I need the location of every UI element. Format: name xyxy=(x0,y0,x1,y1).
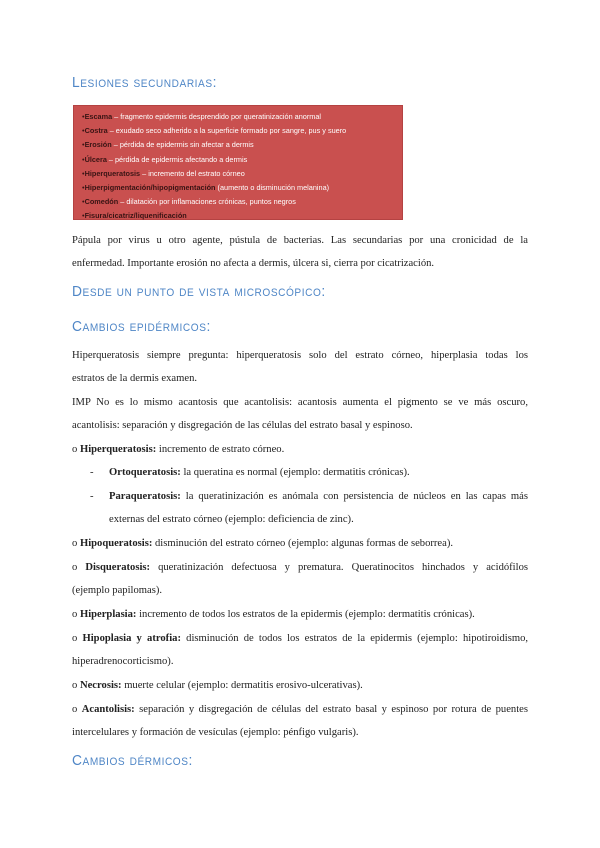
list-item: o Hipoplasia y atrofia: disminución de todos los estratos de la epidermis (ejemplo: hipotiroidismo, xyxy=(72,633,529,644)
paragraph-imp-line1: IMP No es lo mismo acantosis que acantolisis: acantosis aumenta el pigmento se ve más oscuro, xyxy=(72,397,528,408)
table-row: •Costra – exudado seco adherido a la superficie formado por sangre, pus y suero xyxy=(82,126,347,136)
paragraph-hiper-line2: estratos de la dermis examen. xyxy=(72,373,198,384)
paragraph-papula-line1: Pápula por virus u otro agente, pústula de bacterias. Las secundarias por una cronicidad de la xyxy=(72,235,528,246)
list-item: o Hiperplasia: incremento de todos los estratos de la epidermis (ejemplo: dermatitis crónicas). xyxy=(72,609,475,620)
heading-microscopico: Desde un punto de vista microscópico: xyxy=(72,283,326,300)
list-item: o Hiperqueratosis: incremento de estrato córneo. xyxy=(72,444,285,455)
heading-cambios-epidermicos: Cambios epidérmicos: xyxy=(72,318,211,335)
list-item-continuation: hiperadrenocorticismo). xyxy=(72,656,174,667)
secondary-lesions-table xyxy=(73,105,403,220)
table-row: •Comedón – dilatación por inflamaciones crónicas, puntos negros xyxy=(82,197,296,207)
heading-cambios-dermicos: Cambios dérmicos: xyxy=(72,752,193,769)
paragraph-hiper-line1: Hiperqueratosis siempre pregunta: hiperqueratosis solo del estrato córneo, hiperplasia todas los xyxy=(72,350,528,361)
table-row: •Hiperqueratosis – incremento del estrato córneo xyxy=(82,168,245,178)
table-row: •Úlcera – pérdida de epidermis afectando a dermis xyxy=(82,154,248,164)
table-row: •Hiperpigmentación/hipopigmentación (aumento o disminución melanina) xyxy=(82,183,330,193)
list-item: o Acantolisis: separación y disgregación de células del estrato basal y espinoso por rotura de puentes xyxy=(72,704,528,715)
paragraph-imp-line2: acantolisis: separación y disgregación de las células del estrato basal y espinoso. xyxy=(72,420,413,431)
table-row: •Escama – fragmento epidermis desprendido por queratinización anormal xyxy=(82,112,322,121)
list-item: o Hipoqueratosis: disminución del estrato córneo (ejemplo: algunas formas de seborrea). xyxy=(72,538,454,549)
list-item: o Necrosis: muerte celular (ejemplo: dermatitis erosivo-ulcerativas). xyxy=(72,680,363,691)
document-page: Lesiones secundarias: •Escama – fragmento epidermis desprendido por queratinización anormal •Costra – exudado seco adherido a la superficie formado por sangre, pus y suero •Erosión – pérdida de epidermis sin afectar a dermis •Úlcera – pérdida de epidermis afectando a dermis •Hiperqueratosis – incremento del estrato córneo •Hiperpigmentación/hipopigmentación (aumento o disminución melanina) •Comedón – dilatación por inflamaciones crónicas, puntos negros •Fisura/cicatriz/liquenificación Pápula por virus u otro agente, pústula de bacterias. Las secundarias por una cronicidad de la enfermedad. Importante erosión no afecta a dermis, úlcera si, cierra por cicatrización. Desde un punto de vista microscópico: Cambios epidérmicos: Hiperqueratosis siempre pregunta: hiperqueratosis solo del estrato córneo, hiperplasia todas los estratos de la dermis examen. IMP No es lo mismo acantosis que acantolisis: acantosis aumenta el pigmento se ve más oscuro, acantolisis: separación y disgregación de las células del estrato basal y espinoso. o Hiperqueratosis: incremento de estrato córneo. - Ortoqueratosis: la queratina es normal (ejemplo: dermatitis crónicas). - Paraqueratosis: la queratinización es anómala con persistencia de núcleos en las capas más externas del estrato córneo (ejemplo: deficiencia de zinc). o Hipoqueratosis: disminución del estrato córneo (ejemplo: algunas formas de seborrea). o Disqueratosis: queratinización defectuosa y prematura. Queratinocitos hinchados y acidófilos (ejemplo papilomas). o Hiperplasia: incremento de todos los estratos de la epidermis (ejemplo: dermatitis crónicas). o Hipoplasia y atrofia: disminución de todos los estratos de la epidermis (ejemplo: hipotiroidismo, hiperadrenocorticismo). o Necrosis: muerte celular (ejemplo: dermatitis erosivo-ulcerativas). o Acantolisis: separación y disgregación de células del estrato basal y espinoso por rotura de puentes intercelulares y formación de vesículas (ejemplo: pénfigo vulgaris). Cambios dérmicos: xyxy=(72,74,529,769)
table-row: •Fisura/cicatriz/liquenificación xyxy=(82,211,187,221)
list-item-continuation: intercelulares y formación de vesículas (ejemplo: pénfigo vulgaris). xyxy=(72,727,359,738)
list-item: o Disqueratosis: queratinización defectuosa y prematura. Queratinocitos hinchados y acidófilos xyxy=(72,562,528,573)
list-item-continuation: (ejemplo papilomas). xyxy=(72,585,163,596)
paragraph-papula-line2: enfermedad. Importante erosión no afecta a dermis, úlcera si, cierra por cicatrización. xyxy=(72,258,435,269)
heading-lesiones-secundarias: Lesiones secundarias: xyxy=(72,74,218,91)
table-row: •Erosión – pérdida de epidermis sin afectar a dermis xyxy=(82,140,254,150)
